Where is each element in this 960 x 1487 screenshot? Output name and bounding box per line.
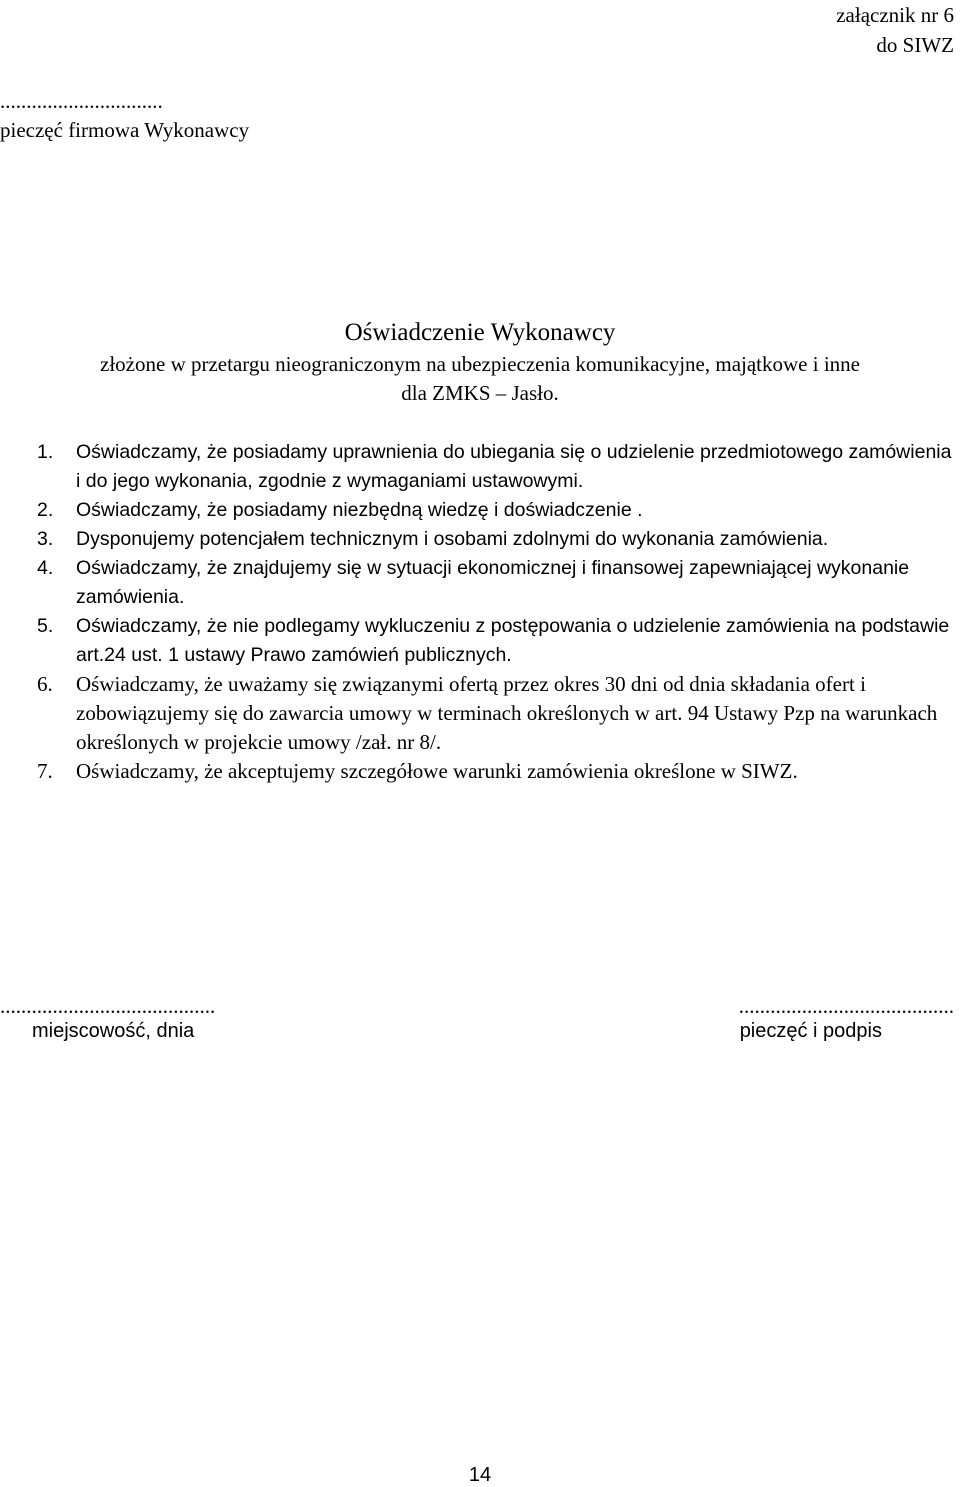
statement-text: Oświadczamy, że znajdujemy się w sytuacji ekonomicznej i finansowej zapewniającej wykonanie zamówienia. xyxy=(76,557,910,608)
statement-number: 6. xyxy=(37,672,53,696)
statement-number: 3. xyxy=(37,528,54,550)
statement-text: Oświadczamy, że akceptujemy szczegółowe warunki zamówienia określone w SIWZ. xyxy=(76,759,798,783)
statement-text: Oświadczamy, że nie podlegamy wykluczeniu z postępowania o udzielenie zamówienia na podstawie art.24 ust. 1 ustawy Prawo zamówień publicznych. xyxy=(76,615,950,666)
page-number: 14 xyxy=(468,1464,492,1486)
stamp-signature-dots: ......................................... xyxy=(738,994,954,1018)
statement-item xyxy=(0,670,960,757)
annex-line-1: załącznik nr 6 xyxy=(836,3,954,27)
statement-item xyxy=(0,525,960,554)
statement-text: Oświadczamy, że posiadamy niezbędną wiedzę i doświadczenie . xyxy=(76,499,643,521)
statements-list xyxy=(0,438,960,786)
statement-item xyxy=(0,757,960,786)
place-date-label: miejscowość, dnia xyxy=(32,1020,195,1042)
statement-number: 5. xyxy=(37,615,54,637)
statement-text: Oświadczamy, że uważamy się związanymi ofertą przez okres 30 dni od dnia składania ofert i zobowiązujemy się do zawarcia umowy w terminach określonych w art. 94 Ustawy Pzp na warunkach określonych w projekcie umowy /zał. nr 8/. xyxy=(76,672,938,754)
stamp-signature-field xyxy=(739,995,954,1046)
document-heading xyxy=(0,316,960,408)
company-stamp-field xyxy=(0,87,249,145)
stamp-signature-label: pieczęć i podpis xyxy=(739,1020,882,1042)
statement-number: 7. xyxy=(37,759,53,783)
statement-item xyxy=(0,612,960,670)
statement-number: 1. xyxy=(37,441,54,463)
statement-item xyxy=(0,554,960,612)
stamp-dots: ............................... xyxy=(0,89,163,113)
document-title: Oświadczenie Wykonawcy xyxy=(344,319,616,346)
place-date-field xyxy=(0,995,215,1046)
statement-text: Dysponujemy potencjałem technicznym i osobami zdolnymi do wykonania zamówienia. xyxy=(76,528,829,550)
statement-text: Oświadczamy, że posiadamy uprawnienia do ubiegania się o udzielenie przedmiotowego zamówienia i do jego wykonania, zgodnie z wymaganiami ustawowymi. xyxy=(76,441,952,492)
statement-number: 2. xyxy=(37,499,54,521)
place-date-dots: ......................................... xyxy=(0,994,216,1018)
document-subtitle-line-1: złożone w przetargu nieograniczonym na ubezpieczenia komunikacyjne, majątkowe i inne xyxy=(100,352,860,376)
document-subtitle-line-2: dla ZMKS – Jasło. xyxy=(401,381,559,405)
statement-item xyxy=(0,496,960,525)
statement-number: 4. xyxy=(37,557,54,579)
stamp-label: pieczęć firmowa Wykonawcy xyxy=(0,118,250,142)
statement-item xyxy=(0,438,960,496)
annex-line-2: do SIWZ xyxy=(876,33,954,57)
annex-label xyxy=(836,0,954,60)
